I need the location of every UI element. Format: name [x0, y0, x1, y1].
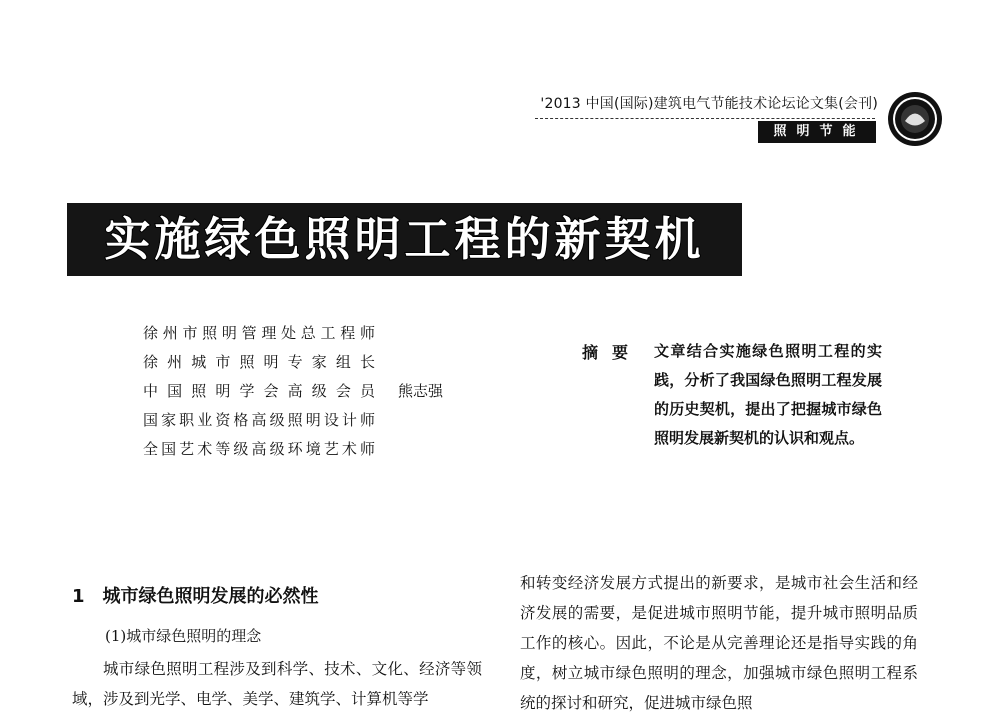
article-title: 实施绿色照明工程的新契机: [104, 212, 705, 266]
section-heading: 1 城市绿色照明发展的必然性: [72, 586, 319, 607]
abstract-label: 摘要: [582, 343, 643, 362]
affiliation-line: 徐州市照明管理处总工程师: [143, 324, 375, 342]
header-divider: [535, 118, 875, 119]
left-column-paragraph: 城市绿色照明工程涉及到科学、技术、文化、经济等领域，涉及到光学、电学、美学、建筑学、计算机等学: [72, 660, 482, 708]
abstract-text: 文章结合实施绿色照明工程的实践，分析了我国绿色照明工程发展的历史契机，提出了把握城市绿色照明发展新契机的认识和观点。: [654, 342, 882, 447]
affiliation-line: 国家职业资格高级照明设计师: [143, 411, 375, 429]
affiliation-line: 徐州城市照明专家组长: [143, 353, 375, 371]
seal-logo-icon: [886, 90, 944, 148]
affiliation-line: 全国艺术等级高级环境艺术师: [143, 440, 375, 458]
right-column-paragraph: 和转变经济发展方式提出的新要求，是城市社会生活和经济发展的需要，是促进城市照明节能，提升城市照明品质工作的核心。因此，不论是从完善理论还是指导实践的角度，树立城市绿色照明的理念，加强城市绿色照明工程系统的探讨和研究，促进城市绿色照: [520, 574, 918, 712]
subsection-heading: (1)城市绿色照明的理念: [105, 627, 262, 645]
section-tag: 照明节能: [758, 121, 876, 143]
journal-header: '2013 中国(国际)建筑电气节能技术论坛论文集(会刊): [540, 96, 878, 112]
author-name: 熊志强: [398, 382, 444, 400]
affiliation-line: 中国照明学会高级会员: [143, 382, 375, 400]
